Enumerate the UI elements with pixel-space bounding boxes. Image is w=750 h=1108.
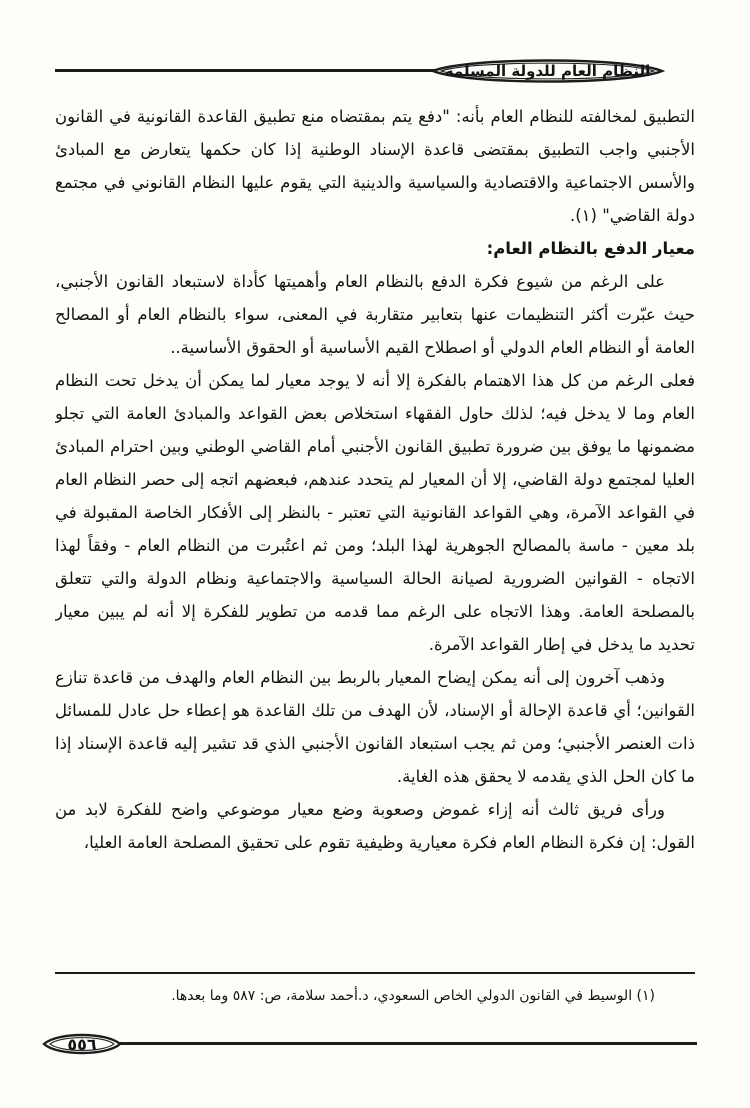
footnote-separator: [55, 972, 695, 974]
section-heading: معيار الدفع بالنظام العام:: [486, 239, 695, 258]
header-rule: [55, 69, 450, 72]
title-cartouche: [430, 53, 665, 89]
page-number: ٥٥٦: [67, 1034, 97, 1054]
page-body: [55, 100, 695, 968]
paragraph-criterion: فعلى الرغم من كل هذا الاهتمام بالفكرة إلا أنه لا يوجد معيار لما يمكن أن يدخل تحت النظام العام وما لا يدخل فيه؛ لذلك حاول الفقهاء استخلاص بعض القواعد والمبادئ العامة التي تجلو مضمونها ما يوفق بين ضرورة تطبيق القانون الأجنبي أمام القاضي الوطني وبين احترام المبادئ العليا لمجتمع دولة القاضي، إلا أن المعيار لم يتحدد عندهم، فبعضهم اتجه إلى حصر النظام العام في القواعد الآمرة، وهي القواعد القانونية التي تعتبر - بالنظر إلى الأفكار الخاصة المقبولة في بلد معين - ماسة بالمصالح الجوهرية لهذا البلد؛ ومن ثم اعتُبرت من النظام العام - وفقاً لهذا الاتجاه - القوانين الضرورية لصيانة الحالة السياسية والاجتماعية ونظام الدولة والتي تتعلق بالمصلحة العامة. وهذا الاتجاه على الرغم مما قدمه من تطوير للفكرة إلا أنه لم يبين معيار تحديد ما يدخل في إطار القواعد الآمرة.: [55, 371, 695, 654]
paragraph-third-view: ورأى فريق ثالث أنه إزاء غموض وصعوبة وضع معيار موضوعي واضح للفكرة لابد من القول: إن فكرة النظام العام فكرة معيارية وظيفية تقوم على تحقيق المصلحة العامة العليا،: [55, 800, 695, 852]
paragraph-definition: التطبيق لمخالفته للنظام العام بأنه: "دفع يتم بمقتضاه منع تطبيق القاعدة القانونية في القانون الأجنبي واجب التطبيق بمقتضى قاعدة الإسناد الوطنية إذا كان حكمها يتعارض مع المبادئ والأسس الاجتماعية والاقتصادية والسياسية والدينية التي يقوم عليها النظام القانوني في مجتمع دولة القاضي" (١).: [55, 107, 695, 225]
footnote: (١) الوسيط في القانون الدولي الخاص السعودي، د.أحمد سلامة، ص: ٥٨٧ وما بعدها.: [171, 988, 655, 1004]
paragraph-second-view: وذهب آخرون إلى أنه يمكن إيضاح المعيار بالربط بين النظام العام والهدف من قاعدة تنازع القوانين؛ أي قاعدة الإحالة أو الإسناد، لأن الهدف من تلك القاعدة هو إعطاء حل عادل للمسائل ذات العنصر الأجنبي؛ ومن ثم يجب استبعاد القانون الأجنبي الذي قد تشير إليه قاعدة الإسناد إذا ما كان الحل الذي يقدمه لا يحقق هذه الغاية.: [55, 668, 695, 786]
footer-rule: [72, 1042, 697, 1045]
page-number-cartouche: [42, 1029, 122, 1059]
book-title: النظام العام للدولة المسلمة: [444, 62, 651, 80]
page-footer: [42, 1028, 697, 1060]
page-header: [55, 52, 695, 90]
paragraph-intro: على الرغم من شيوع فكرة الدفع بالنظام العام وأهميتها كأداة لاستبعاد القانون الأجنبي، حيث عبّرت أكثر التنظيمات عنها بتعابير متقاربة في المعنى، سواء بالنظام العام أو المصالح العامة أو النظام العام الدولي أو اصطلاح القيم الأساسية أو الحقوق الأساسية..: [55, 272, 695, 357]
